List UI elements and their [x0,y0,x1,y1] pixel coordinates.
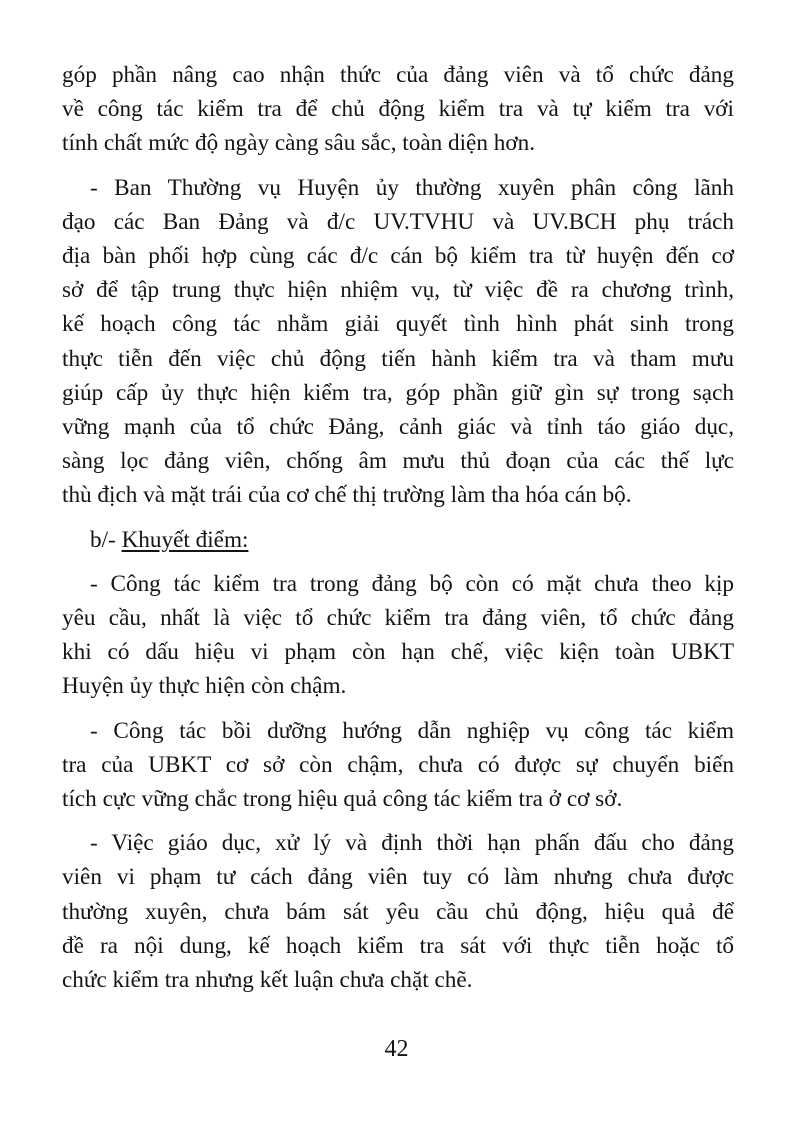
text-line: sàng lọc đảng viên, chống âm mưu thủ đoạn của các thế lực [62,448,734,475]
text-line: thường xuyên, chưa bám sát yêu cầu chủ động, hiệu quả để [62,898,734,925]
heading-label: Khuyết điểm: [121,526,249,553]
text-line: về công tác kiểm tra để chủ động kiểm tra và tự kiểm tra với [62,96,734,123]
paragraph-3 [62,567,734,704]
text-line: kế hoạch công tác nhằm giải quyết tình hình phát sinh trong [62,311,734,338]
text-line: chức kiểm tra nhưng kết luận chưa chặt chẽ. [62,967,473,994]
text-line: góp phần nâng cao nhận thức của đảng viên và tổ chức đảng [62,62,734,88]
text-line: viên vi phạm tư cách đảng viên tuy có làm nhưng chưa được [62,864,734,891]
text-line: khi có dấu hiệu vi phạm còn hạn chế, việc kiện toàn UBKT [62,639,734,666]
text-line: tính chất mức độ ngày càng sâu sắc, toàn diện hơn. [62,130,535,157]
text-line: - Ban Thường vụ Huyện ủy thường xuyên phân công lãnh [90,174,734,201]
text-line: - Việc giáo dục, xử lý và định thời hạn phấn đấu cho đảng [90,830,734,857]
text-line: thù địch và mặt trái của cơ chế thị trường làm tha hóa cán bộ. [62,482,632,509]
text-line: vững mạnh của tổ chức Đảng, cảnh giác và tỉnh táo giáo dục, [62,414,734,441]
text-line: tra của UBKT cơ sở còn chậm, chưa có được sự chuyển biến [62,751,734,778]
text-line: địa bàn phối hợp cùng các đ/c cán bộ kiểm tra từ huyện đến cơ [62,243,734,270]
text-line: đạo các Ban Đảng và đ/c UV.TVHU và UV.BCH phụ trách [62,208,734,235]
text-line: sở để tập trung thực hiện nhiệm vụ, từ việc đề ra chương trình, [62,277,734,304]
paragraph-5 [62,826,734,997]
text-line: - Công tác kiểm tra trong đảng bộ còn có mặt chưa theo kịp [90,570,734,597]
paragraph-4 [62,714,734,817]
text-line: tích cực vững chắc trong hiệu quả công tác kiểm tra ở cơ sở. [62,786,623,813]
text-line: thực tiễn đến việc chủ động tiến hành kiểm tra và tham mưu [62,345,734,372]
text-line: yêu cầu, nhất là việc tổ chức kiểm tra đảng viên, tổ chức đảng [62,605,734,632]
heading-prefix: b/- [90,526,122,553]
paragraph-2 [62,171,734,513]
text-line: đề ra nội dung, kế hoạch kiểm tra sát với thực tiễn hoặc tổ [62,932,734,959]
paragraph-1 [62,58,734,161]
text-line: - Công tác bồi dưỡng hướng dẫn nghiệp vụ công tác kiểm [90,717,734,744]
section-heading [62,523,734,557]
text-line: Huyện ủy thực hiện còn chậm. [62,673,347,700]
text-line: giúp cấp ủy thực hiện kiểm tra, góp phần giữ gìn sự trong sạch [62,379,734,406]
page-number: 42 [384,1036,409,1062]
page-body [62,58,734,1007]
